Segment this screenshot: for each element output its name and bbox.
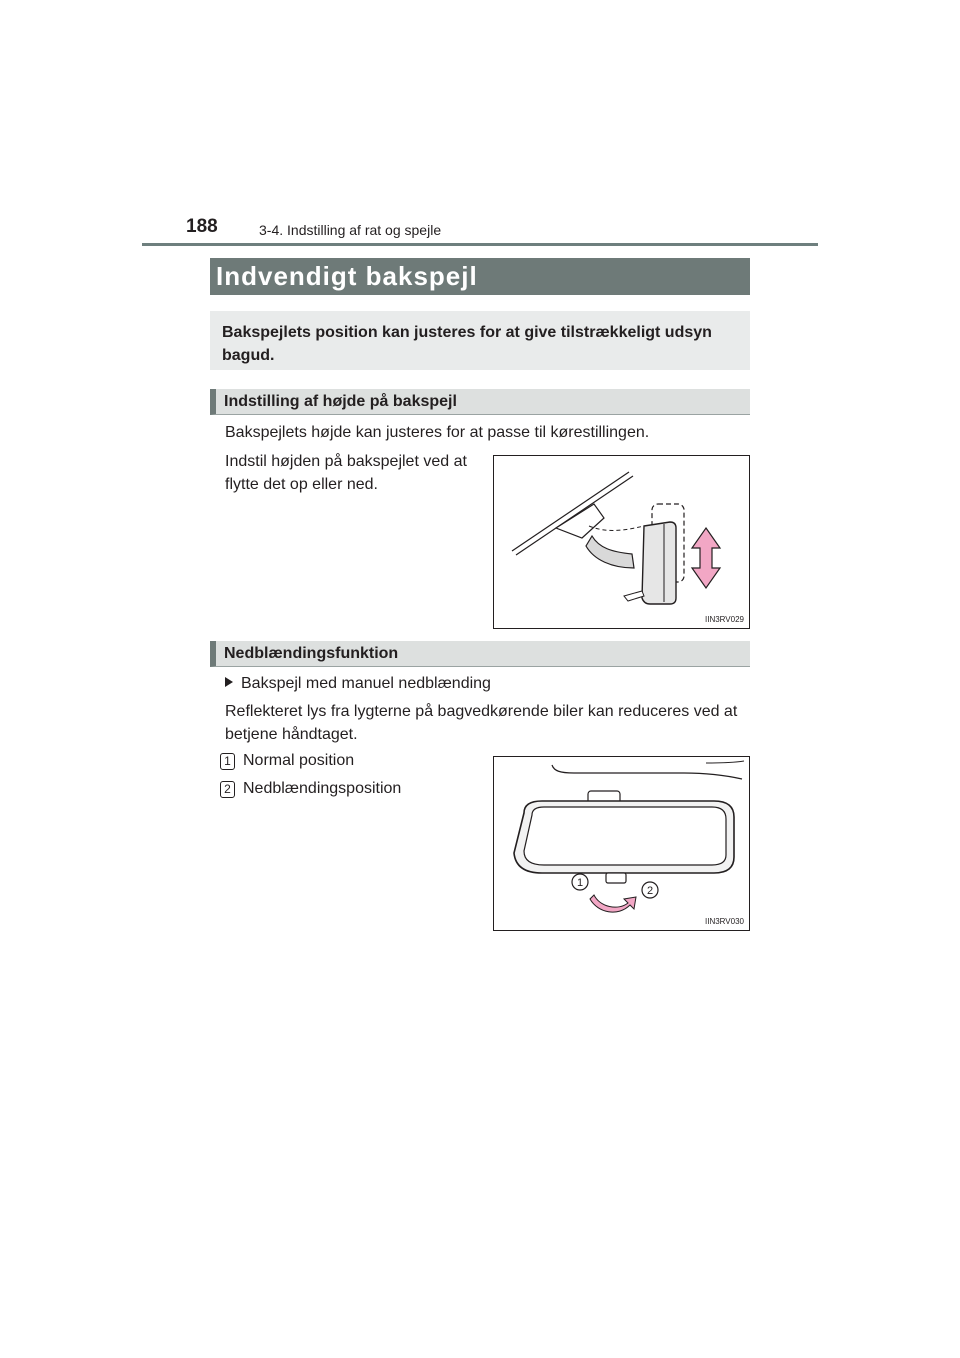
- heading-height-adjustment: Indstilling af højde på bakspejl: [210, 389, 750, 415]
- double-arrow-icon: [692, 528, 720, 588]
- mirror-height-illustration: [494, 456, 749, 628]
- header-rule: [142, 243, 818, 246]
- item-label-normal: Normal position: [243, 752, 355, 769]
- callout-2-label: 2: [646, 885, 654, 897]
- item-number-2: 2: [220, 781, 235, 798]
- section-path: 3-4. Indstilling af rat og spejle: [259, 222, 442, 238]
- page-title: Indvendigt bakspejl: [210, 258, 750, 295]
- figure-mirror-height: [493, 455, 750, 629]
- figure-code: IIN3RV030: [705, 917, 744, 926]
- rotate-arrow-icon: [590, 895, 636, 912]
- figure-code: IIN3RV029: [705, 615, 744, 624]
- intro-box: [210, 311, 750, 370]
- dimming-text: Reflekteret lys fra lygterne på bagvedkørende biler kan reduceres ved at betjene håndtaget.: [225, 703, 738, 743]
- height-text-2: Indstil højden på bakspejlet ved at flytte det op eller ned.: [225, 453, 467, 493]
- bullet-manual-dimming: [225, 672, 491, 695]
- triangle-bullet-icon: [225, 677, 233, 687]
- callout-1-label: 1: [576, 877, 584, 889]
- mirror-dimming-illustration: [494, 757, 749, 930]
- page-number: 188: [186, 216, 218, 237]
- callout-2: [642, 882, 658, 898]
- height-text-1: Bakspejlets højde kan justeres for at passe til kørestillingen.: [225, 424, 650, 441]
- item-label-dimming: Nedblændingsposition: [243, 780, 402, 797]
- bullet-text: Bakspejl med manuel nedblænding: [241, 675, 491, 692]
- intro-text: Bakspejlets position kan justeres for at give tilstrækkeligt udsyn bagud.: [222, 324, 712, 364]
- figure-mirror-dimming: [493, 756, 750, 931]
- heading-dimming: Nedblændingsfunktion: [210, 641, 750, 667]
- callout-1: [572, 874, 588, 890]
- item-number-1: 1: [220, 753, 235, 770]
